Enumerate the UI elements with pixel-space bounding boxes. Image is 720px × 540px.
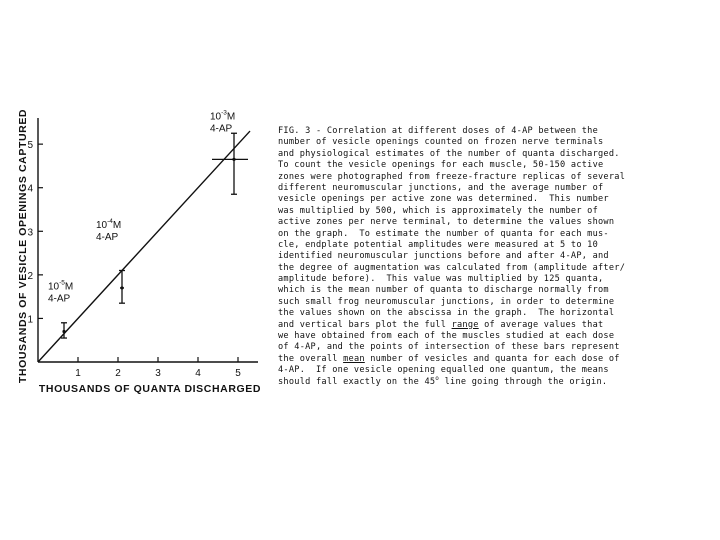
caption-emphasis: range (451, 319, 479, 330)
caption-text: cle, endplate potential amplitudes were measured at 5 to 10 (278, 239, 599, 250)
caption-text: on the graph. To estimate the number of quanta for each mus- (278, 228, 609, 239)
dose-label-drug: 4-AP (48, 293, 71, 305)
caption-line (278, 126, 718, 137)
caption-line (278, 274, 718, 285)
dose-exponent: -5 (59, 279, 65, 287)
caption-text: active zones per nerve terminal, to determine the values shown (278, 217, 615, 228)
caption-text: different neuromuscular junctions, and the average number of (278, 182, 604, 193)
chart-marks (38, 109, 250, 362)
caption-text: the values shown on the abscissa in the graph. The horizontal (278, 308, 615, 319)
dose-base: 10 (210, 111, 222, 123)
caption-superscript: o (435, 374, 440, 382)
x-tick-label-5: 5 (235, 368, 241, 379)
caption-line (278, 285, 718, 296)
caption-line (278, 194, 718, 205)
mean-marker (120, 286, 123, 289)
dose-base: 10 (48, 281, 60, 293)
data-point-2 (96, 218, 125, 303)
caption-text: we have obtained from each of the muscles studied at each dose (278, 331, 615, 342)
caption-text: number of vesicle openings counted on frozen nerve terminals (278, 137, 604, 148)
y-tick-label-1: 1 (27, 314, 33, 326)
reference-line-45deg (38, 131, 250, 362)
caption-line (278, 263, 718, 274)
x-tick-label-2: 2 (115, 368, 121, 379)
caption-line (278, 172, 718, 183)
caption-line (278, 320, 718, 331)
caption-line (278, 374, 718, 388)
caption-text: which is the mean number of quanta to discharge normally from (278, 285, 609, 296)
caption-text: the degree of augmentation was calculated from (amplitude after/ (278, 262, 626, 273)
caption-text: amplitude before). This value was multiplied by 125 quanta, (278, 274, 604, 285)
mean-marker (232, 158, 235, 161)
caption-text: and physiological estimates of the number of quanta discharged. (278, 148, 620, 159)
mean-marker (62, 330, 65, 333)
caption-text: should fall exactly on the 45 (278, 376, 436, 387)
caption-text: such small frog neuromuscular junctions, in order to determine (278, 296, 615, 307)
caption-text: number of vesicles and quanta for each dose of (364, 353, 620, 364)
data-point-3 (210, 109, 248, 194)
caption-line (278, 251, 718, 262)
dose-unit: M (226, 111, 236, 123)
dose-unit: M (112, 219, 122, 231)
caption-line (278, 229, 718, 240)
dose-exponent: -3 (221, 109, 227, 117)
caption-line (278, 160, 718, 171)
caption-text: To count the vesicle openings for each muscle, 50-150 active (278, 160, 604, 171)
caption-text: of average values that (478, 319, 604, 330)
x-tick-label-1: 1 (75, 368, 81, 379)
caption-text: zones were photographed from freeze-fracture replicas of several (278, 171, 626, 182)
caption-line (278, 217, 718, 228)
data-point-1 (48, 280, 73, 339)
caption-line (278, 297, 718, 308)
dose-base: 10 (96, 219, 108, 231)
dose-label-concentration (96, 218, 121, 231)
caption-text: identified neuromuscular junctions before and after 4-AP, and (278, 251, 609, 262)
caption-line (278, 183, 718, 194)
caption-line (278, 331, 718, 342)
caption-text: of 4-AP, and the points of intersection of these bars represent (278, 342, 620, 353)
scatter-chart (0, 0, 275, 540)
caption-text: vesicle openings per active zone was determined. This number (278, 194, 609, 205)
caption-line (278, 137, 718, 148)
x-tick-label-3: 3 (155, 368, 161, 379)
caption-text: 4-AP. If one vesicle opening equalled one quantum, the means (278, 365, 609, 376)
x-axis-title: THOUSANDS OF QUANTA DISCHARGED (38, 383, 262, 395)
figure-caption (278, 126, 718, 388)
caption-text: line going through the origin. (439, 376, 608, 387)
dose-label-concentration (48, 280, 73, 293)
dose-unit: M (64, 281, 74, 293)
caption-line (278, 149, 718, 160)
x-tick-label-4: 4 (195, 368, 201, 379)
caption-line (278, 240, 718, 251)
dose-label-drug: 4-AP (210, 123, 233, 135)
caption-text: was multiplied by 500, which is approximately the number of (278, 205, 599, 216)
y-tick-label-4: 4 (27, 183, 33, 195)
caption-text: FIG. 3 - Correlation at different doses of 4-AP between the (278, 126, 599, 136)
caption-text: the overall (278, 353, 344, 364)
caption-emphasis: mean (343, 353, 365, 364)
dose-label-concentration (210, 109, 235, 122)
y-tick-label-3: 3 (27, 227, 33, 239)
y-tick-label-5: 5 (27, 140, 33, 152)
y-axis-title: THOUSANDS OF VESICLE OPENINGS CAPTURED (17, 108, 29, 384)
caption-text: and vertical bars plot the full (278, 319, 452, 330)
dose-exponent: -4 (107, 217, 113, 225)
caption-line (278, 365, 718, 376)
y-tick-label-2: 2 (27, 270, 33, 282)
caption-line (278, 354, 718, 365)
dose-label-drug: 4-AP (96, 231, 119, 243)
caption-line (278, 342, 718, 353)
caption-line (278, 206, 718, 217)
caption-line (278, 308, 718, 319)
